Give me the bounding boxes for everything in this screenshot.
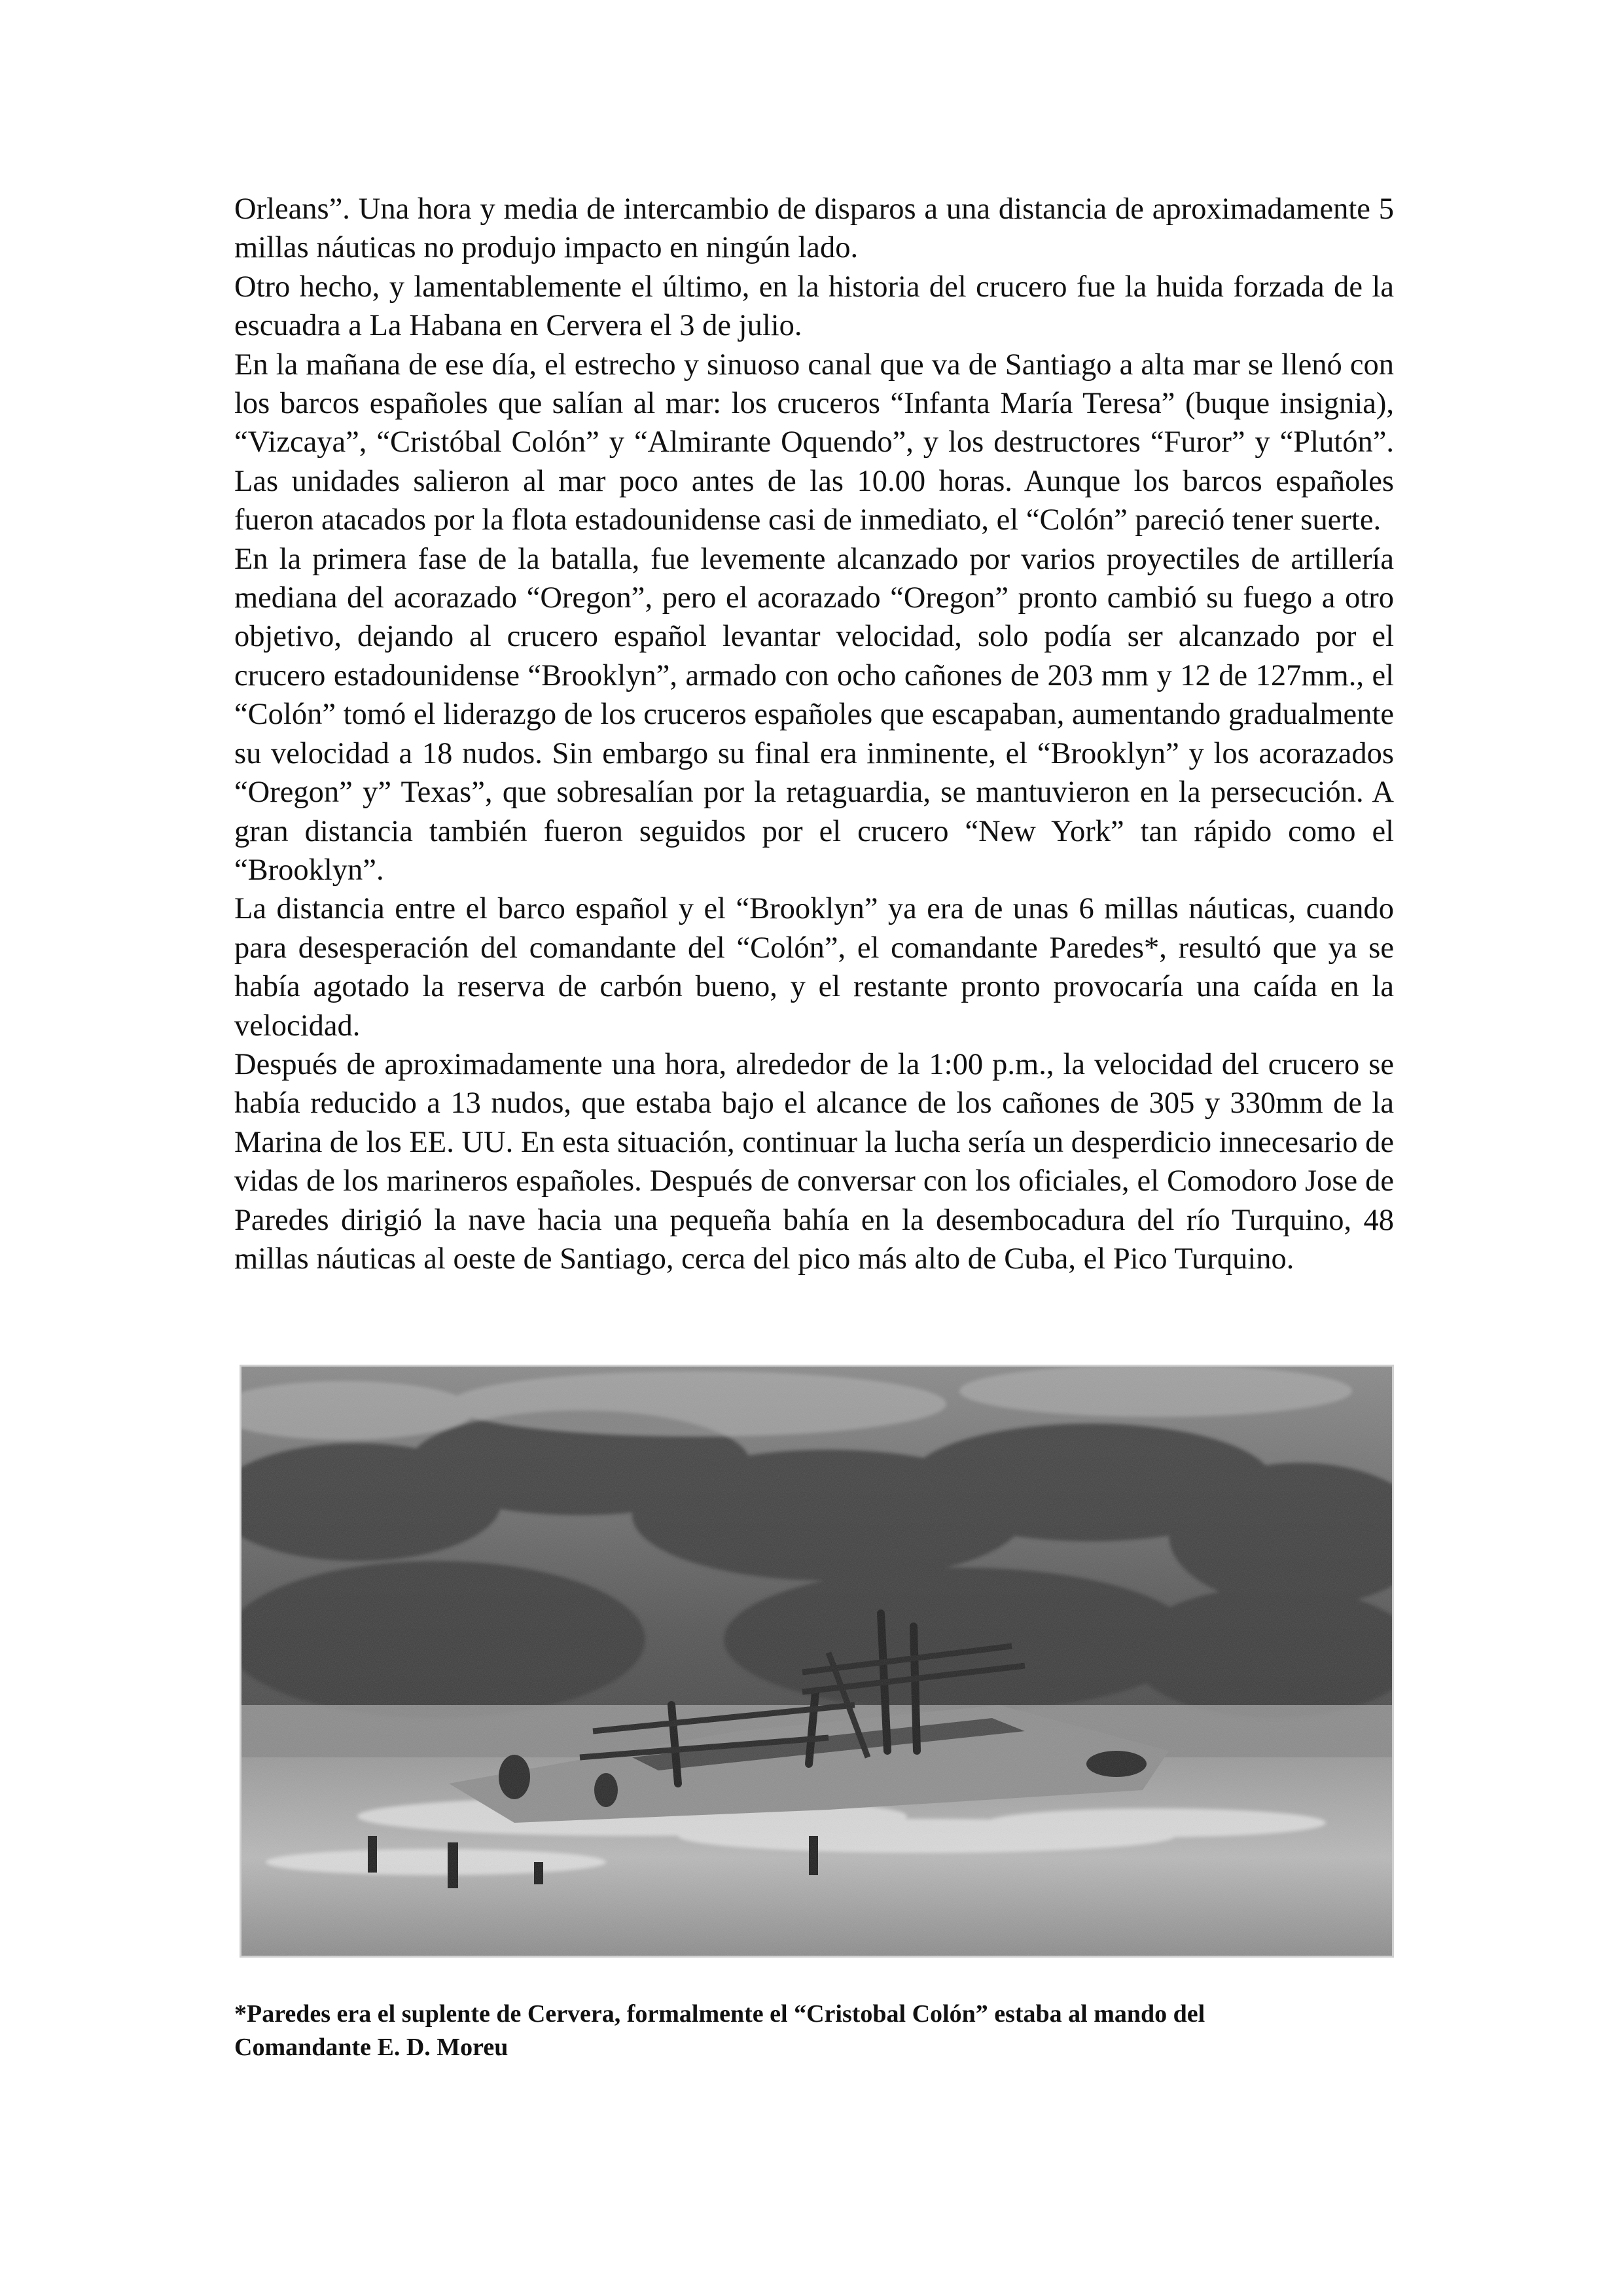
shipwreck-photo bbox=[240, 1365, 1394, 1958]
footnote-line: *Paredes era el suplente de Cervera, formalmente el “Cristobal Colón” estaba al mando del bbox=[234, 2000, 1205, 2028]
shipwreck-photo-graphic bbox=[240, 1365, 1394, 1958]
footnote bbox=[234, 1998, 1394, 2064]
paragraph: En la primera fase de la batalla, fue levemente alcanzado por varios proyectiles de artillería mediana del acorazado “Oregon”, pero el acorazado “Oregon” pronto cambió su fuego a otro objetivo, dejando al crucero español levantar velocidad, solo podía ser alcanzado por el crucero estadounidense “Brooklyn”, armado con ocho cañones de 203 mm y 12 de 127mm., el “Colón” tomó el liderazgo de los cruceros españoles que escapaban, aumentando gradualmente su velocidad a 18 nudos. Sin embargo su final era inminente, el “Brooklyn” y los acorazados “Oregon” y” Texas”, que sobresalían por la retaguardia, se mantuvieron en la persecución. A gran distancia también fueron seguidos por el crucero “New York” tan rápido como el “Brooklyn”. bbox=[234, 542, 1394, 887]
paragraph: Después de aproximadamente una hora, alrededor de la 1:00 p.m., la velocidad del crucero se había reducido a 13 nudos, que estaba bajo el alcance de los cañones de 305 y 330mm de la Marina de los EE. UU. En esta situación, continuar la lucha sería un desperdicio innecesario de vidas de los marineros españoles. Después de conversar con los oficiales, el Comodoro Jose de Paredes dirigió la nave hacia una pequeña bahía en la desembocadura del río Turquino, 48 millas náuticas al oeste de Santiago, cerca del pico más alto de Cuba, el Pico Turquino. bbox=[234, 1047, 1394, 1276]
paragraph: La distancia entre el barco español y el “Brooklyn” ya era de unas 6 millas náuticas, cuando para desesperación del comandante del “Colón”, el comandante Paredes*, resultó que ya se había agotado la reserva de carbón bueno, y el restante pronto provocaría una caída en la velocidad. bbox=[234, 892, 1394, 1043]
body-text bbox=[234, 190, 1394, 1278]
paragraph: Otro hecho, y lamentablemente el último, en la historia del crucero fue la huida forzada de la escuadra a La Habana en Cervera el 3 de julio. bbox=[234, 270, 1394, 343]
paragraph: Orleans”. Una hora y media de intercambio de disparos a una distancia de aproximadamente 5 millas náuticas no produjo impacto en ningún lado. bbox=[234, 192, 1394, 265]
footnote-line: Comandante E. D. Moreu bbox=[234, 2034, 508, 2061]
paragraph: En la mañana de ese día, el estrecho y sinuoso canal que va de Santiago a alta mar se llenó con los barcos españoles que salían al mar: los cruceros “Infanta María Teresa” (buque insignia), “Vizcaya”, “Cristóbal Colón” y “Almirante Oquendo”, y los destructores “Furor” y “Plutón”. Las unidades salieron al mar poco antes de las 10.00 horas. Aunque los barcos españoles fueron atacados por la flota estadounidense casi de inmediato, el “Colón” pareció tener suerte. bbox=[234, 348, 1394, 537]
